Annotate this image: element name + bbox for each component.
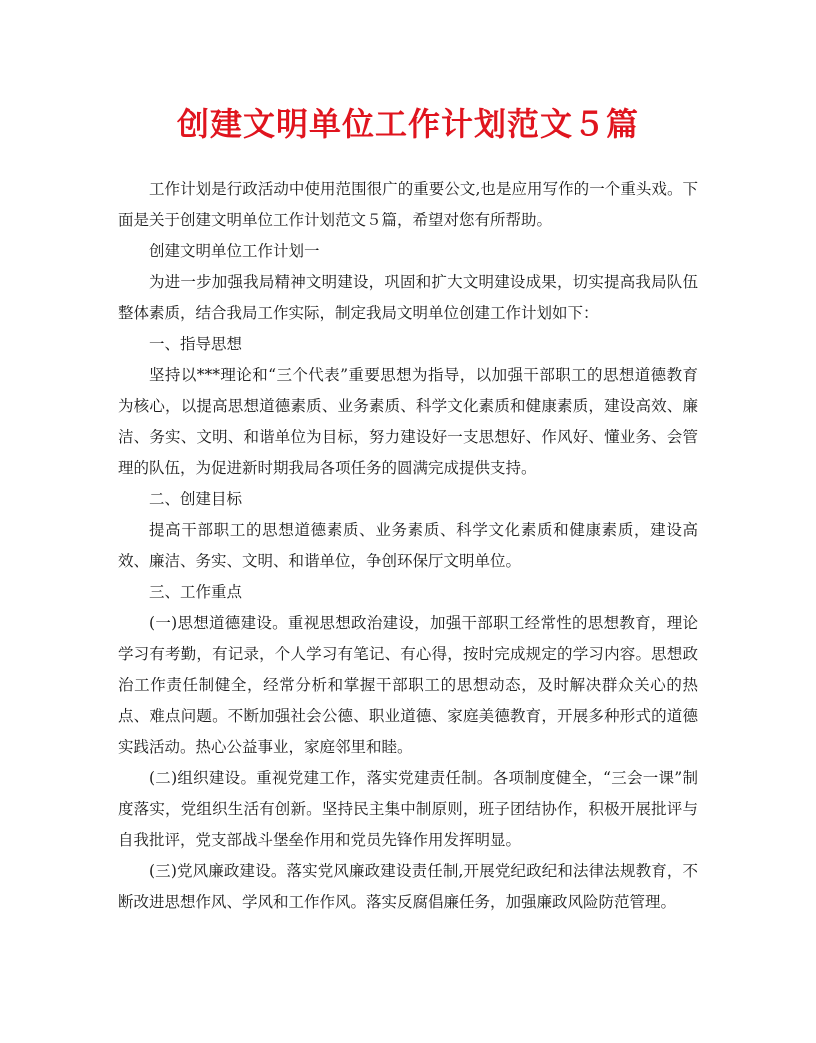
goals-paragraph: 提高干部职工的思想道德素质、业务素质、科学文化素质和健康素质，建设高效、廉洁、务实、文明、和谐单位，争创环保厅文明单位。 — [118, 521, 698, 570]
section-heading-focus: 三、工作重点 — [149, 583, 243, 601]
focus-organization-paragraph: (二)组织建设。重视党建工作，落实党建责任制。各项制度健全，“三会一课”制度落实，党组织生活有创新。坚持民主集中制原则，班子团结协作，积极开展批评与自我批评，党支部战斗堡垒作用和党员先锋作用发挥明显。 — [118, 769, 698, 849]
section-heading-goals: 二、创建目标 — [149, 490, 243, 508]
plan-intro-paragraph: 为进一步加强我局精神文明建设，巩固和扩大文明建设成果，切实提高我局队伍整体素质，结合我局工作实际，制定我局文明单位创建工作计划如下： — [118, 273, 698, 322]
intro-paragraph: 工作计划是行政活动中使用范围很广的重要公文,也是应用写作的一个重头戏。下面是关于创建文明单位工作计划范文５篇，希望对您有所帮助。 — [118, 180, 698, 229]
document-body — [118, 174, 698, 918]
section-heading-guiding-ideology: 一、指导思想 — [149, 335, 243, 353]
plan-heading: 创建文明单位工作计划一 — [149, 242, 320, 260]
guiding-ideology-paragraph: 坚持以***理论和“三个代表”重要思想为指导，以加强干部职工的思想道德教育为核心，以提高思想道德素质、业务素质、科学文化素质和健康素质，建设高效、廉洁、务实、文明、和谐单位为目标，努力建设好一支思想好、作风好、懂业务、会管理的队伍，为促进新时期我局各项任务的圆满完成提供支持。 — [118, 366, 698, 477]
document-title: 创建文明单位工作计划范文５篇 — [176, 105, 639, 143]
focus-ideology-paragraph: (一)思想道德建设。重视思想政治建设，加强干部职工经常性的思想教育，理论学习有考勤，有记录，个人学习有笔记、有心得，按时完成规定的学习内容。思想政治工作责任制健全，经常分析和掌握干部职工的思想动态，及时解决群众关心的热点、难点问题。不断加强社会公德、职业道德、家庭美德教育，开展多种形式的道德实践活动。热心公益事业，家庭邻里和睦。 — [118, 614, 698, 756]
focus-integrity-paragraph: (三)党风廉政建设。落实党风廉政建设责任制,开展党纪政纪和法律法规教育，不断改进思想作风、学风和工作作风。落实反腐倡廉任务，加强廉政风险防范管理。 — [118, 862, 698, 911]
